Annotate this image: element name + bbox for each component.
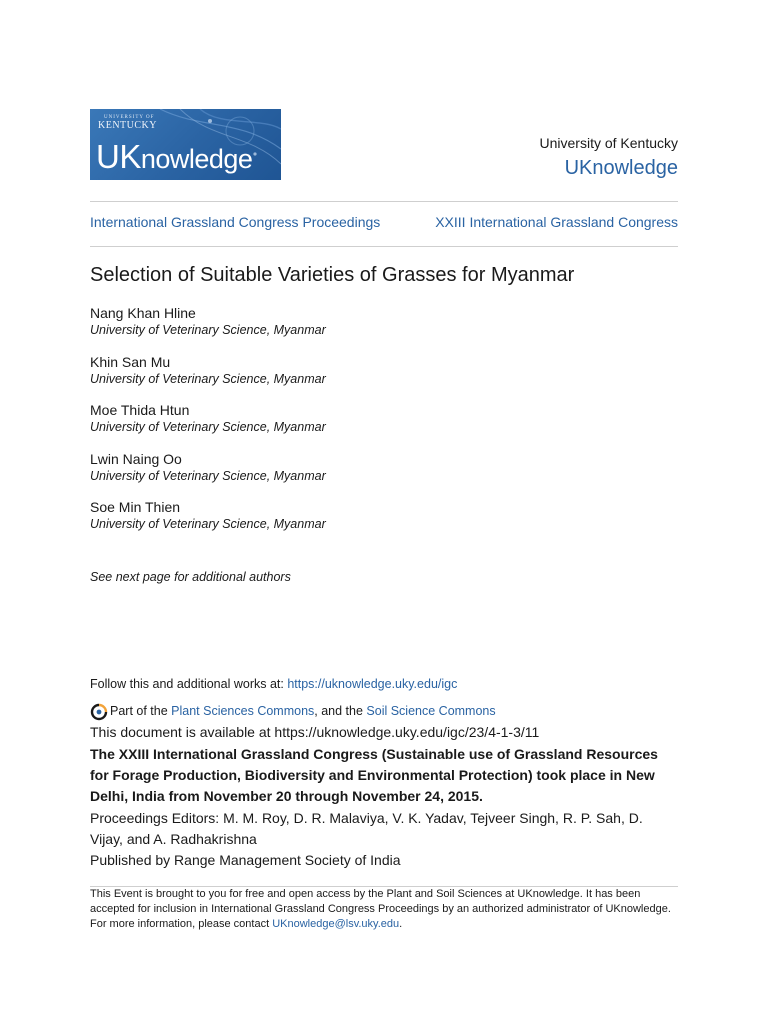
footer-notice — [90, 887, 678, 931]
proceedings-editors: Proceedings Editors: M. M. Roy, D. R. Malaviya, V. K. Yadav, Tejveer Singh, R. P. Sah, D. Vijay, and A. Radhakrishna — [90, 810, 643, 847]
contact-email-link[interactable]: UKnowledge@lsv.uky.edu — [272, 917, 400, 930]
author-affiliation: University of Veterinary Science, Myanmar — [90, 517, 326, 531]
author-name: Lwin Naing Oo — [90, 451, 182, 467]
event-description: The XXIII International Grassland Congress (Sustainable use of Grassland Resources for Forage Production, Biodiversity and Environmental Protection) took place in New Delhi, India from November 20 through November 24, 2015. — [90, 746, 658, 804]
availability-text: This document is available at https://uknowledge.uky.edu/igc/23/4-1-3/11 — [90, 724, 540, 740]
footer-end: . — [399, 917, 403, 930]
series-link[interactable]: International Grassland Congress Proceedings — [90, 214, 381, 230]
author-block — [90, 499, 326, 533]
institution-name: University of Kentucky — [539, 135, 678, 151]
author-affiliation: University of Veterinary Science, Myanmar — [90, 323, 326, 337]
logo-uk: UK — [96, 138, 141, 175]
follow-line — [90, 677, 457, 691]
uknowledge-logo[interactable] — [90, 109, 281, 180]
part-of-line — [90, 700, 496, 722]
event-link[interactable]: XXIII International Grassland Congress — [435, 214, 678, 230]
paper-title: Selection of Suitable Varieties of Grasses for Myanmar — [90, 264, 575, 286]
open-access-icon — [90, 703, 108, 721]
author-affiliation: University of Veterinary Science, Myanmar — [90, 372, 326, 386]
plant-sciences-commons-link[interactable]: Plant Sciences Commons — [171, 704, 315, 718]
top-divider — [90, 201, 678, 202]
and-the-text: , and the — [314, 704, 367, 718]
part-of-prefix: Part of the — [110, 704, 172, 718]
logo-knowledge: nowledge — [140, 144, 253, 174]
author-block — [90, 354, 326, 388]
author-block — [90, 305, 326, 339]
footer-text: This Event is brought to you for free and open access by the Plant and Soil Sciences at UKnowledge. It has been accepted for inclusion in International Grassland Congress Proceedings by an authorized administrator of UKnowledge. For more information, please contact — [90, 888, 671, 930]
author-affiliation: University of Veterinary Science, Myanmar — [90, 420, 326, 434]
logo-university-of: UNIVERSITY OF — [104, 115, 155, 120]
author-name: Soe Min Thien — [90, 499, 181, 515]
follow-link[interactable]: https://uknowledge.uky.edu/igc — [287, 677, 458, 691]
author-block — [90, 451, 326, 485]
follow-label: Follow this and additional works at: — [90, 677, 288, 691]
author-name: Khin San Mu — [90, 354, 171, 370]
soil-science-commons-link[interactable]: Soil Science Commons — [366, 704, 496, 718]
cover-page — [90, 0, 678, 1024]
author-block — [90, 402, 326, 436]
publisher-line: Published by Range Management Society of India — [90, 852, 401, 868]
repository-link[interactable]: UKnowledge — [564, 157, 678, 179]
author-name: Nang Khan Hline — [90, 305, 196, 321]
logo-wordmark — [96, 138, 252, 178]
author-name: Moe Thida Htun — [90, 402, 190, 418]
nav-divider — [90, 246, 678, 247]
logo-kentucky: KENTUCKY — [98, 120, 157, 131]
additional-authors-note: See next page for additional authors — [90, 570, 291, 584]
author-affiliation: University of Veterinary Science, Myanmar — [90, 469, 326, 483]
